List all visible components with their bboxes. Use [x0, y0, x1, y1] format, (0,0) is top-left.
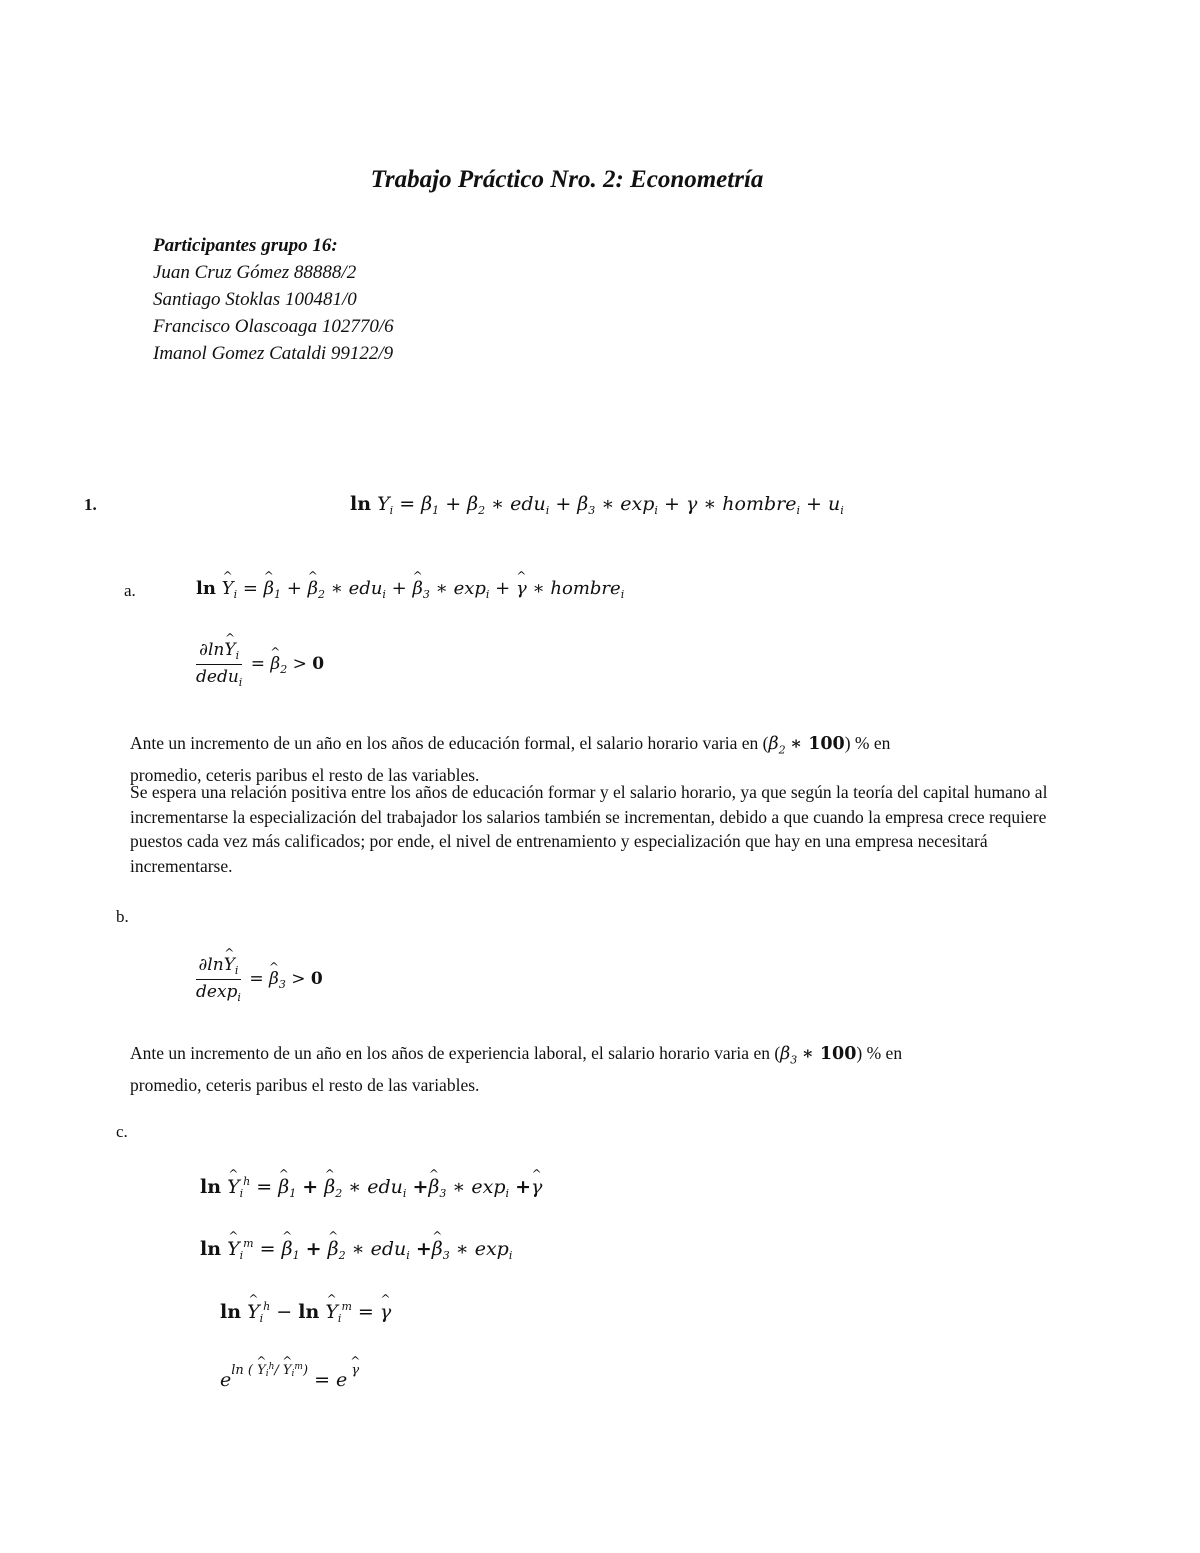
regression-model-equation: $\ln Y_i = \beta_1 + \beta_2$ ∗ $edu_i + \beta_3$ ∗ $\exp_i + \gamma$ ∗ hombre$_i$ + $u_i$ — [350, 493, 844, 517]
part-c-label: c. — [116, 1122, 128, 1141]
page-title: Trabajo Práctico Nro. 2: Econometría — [370, 166, 764, 193]
paragraph-education-interpretation: Ante un incremento de un año en los años de educación formal, el salario horario varia en ($\beta_2$ ∗ 100) % en promedio, ceteris paribus el resto de las variables. — [130, 733, 891, 785]
estimated-model-equation: ln Y $\^{}_i = \beta$ $\^{}_1 + \beta$ $\^{}_2$ ∗ edu$_i$ + β $\^{}_3$ ∗ $\exp_i + \gamma$ ^ ∗ hombre$_i$ — [196, 578, 624, 601]
paragraph-experience-interpretation: Ante un incremento de un año en los años de experiencia laboral, el salario horario varia en ($\beta_3$ ∗ 100) % en promedio, ceteris paribus el resto de las variables. — [130, 1043, 903, 1095]
participants-block — [153, 232, 394, 367]
participant-name: Juan Cruz Gómez 88888/2 — [153, 262, 357, 283]
section-number: 1. — [84, 495, 97, 514]
paragraph-human-capital-theory: Se espera una relación positiva entre los años de educación formar y el salario horario, ya que según la teoría del capital humano al incrementarse la especialización del trabajador los salarios también se incrementan, debido a que cuando la empresa crece requiere puestos cada vez más calificados; por ende, el nivel de entrenamiento y especialización que hay en una empresa necesitará incrementarse. — [130, 782, 1048, 876]
part-a-label: a. — [124, 581, 136, 600]
derivative-education-equation: $\frac{\partial\ln Y \^{}_i}{dedu_i}$ = β $\^{}_2 > 0$ — [193, 640, 324, 689]
derivative-experience-equation: $\frac{\partial\ln Y \^{}_i}{dexp_i}$ = β $\^{}_3 > 0$ — [193, 955, 323, 1004]
equation-men: ln Y $\^{}_i^h = \beta$ $\^{}_1 + \beta$ $\^{}_2$ ∗ edu$_i$ +β $\^{}_3$ ∗ $\exp_i +\gamma$ ^ — [200, 1175, 542, 1200]
equation-women: ln Y $\^{}_i^m = \beta$ $\^{}_1 + \beta$ $\^{}_2$ ∗ edu$_i$ +β $\^{}_3$ ∗ $\exp_i$ — [200, 1237, 512, 1262]
participants-heading: Participantes grupo 16: — [153, 235, 338, 256]
part-b-label: b. — [116, 907, 129, 926]
participant-name: Imanol Gomez Cataldi 99122/9 — [153, 343, 394, 364]
equation-exponential: $e^{ln ( Y \^{}_i^h/ Y \^{}_i^m)} = e$ $^\gamma$ ^ — [220, 1362, 359, 1391]
participant-name: Francisco Olascoaga 102770/6 — [153, 316, 394, 337]
equation-difference: ln Y $\^{}_i^h - \ln Y$ $\^{}_i^m = \gamma$ ^ — [220, 1300, 391, 1325]
participant-name: Santiago Stoklas 100481/0 — [153, 289, 357, 310]
